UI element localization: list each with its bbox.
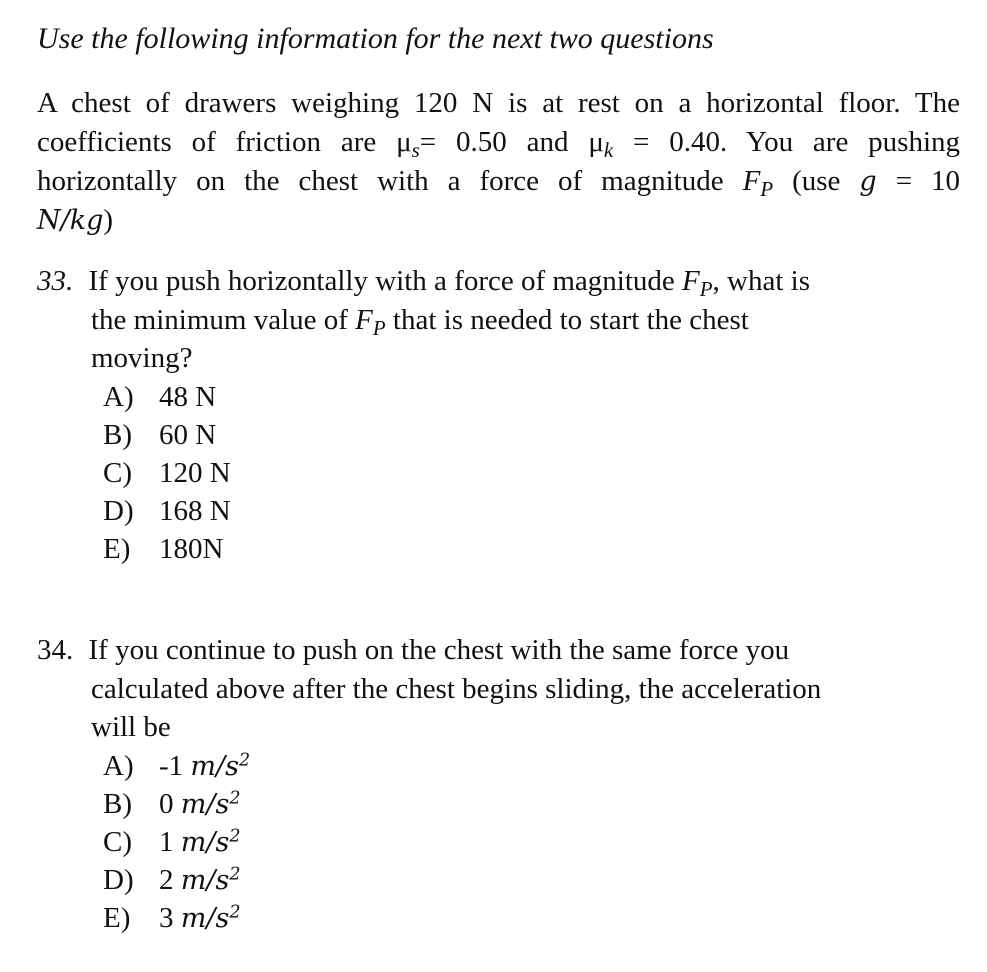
- q33-line-1: 33. If you push horizontally with a force of magnitude $F_P$, what is: [37, 265, 810, 301]
- q34-option-c: C) 1 $m/s^2$: [103, 826, 241, 858]
- q34-number: 34.: [37, 634, 74, 666]
- q33-line-2: the minimum value of $F_P$ that is needed to start the chest: [91, 304, 749, 340]
- instruction-heading: Use the following information for the next two questions: [37, 22, 714, 55]
- mu-s-symbol: $\mu_s$: [396, 126, 420, 162]
- g-symbol: g: [859, 166, 877, 197]
- q34-line-3: will be: [91, 711, 171, 743]
- q33-option-a: A) 48 N: [103, 381, 217, 413]
- q34-option-b: B) 0 $m/s^2$: [103, 788, 241, 820]
- unit-m-per-s2: $m/s^2$: [180, 864, 241, 896]
- unit-m-per-s2: $m/s^2$: [180, 788, 241, 820]
- force-symbol: $F_P$: [742, 165, 774, 201]
- intro-line-4: N/kg): [37, 204, 114, 236]
- unit-m-per-s2: $m/s^2$: [180, 826, 241, 858]
- mu-k-symbol: $\mu_k$: [588, 126, 614, 162]
- force-symbol: $F_P$: [355, 304, 386, 340]
- q33-option-b: B) 60 N: [103, 419, 217, 451]
- intro-line-1: A chest of drawers weighing 120 N is at rest on a horizontal floor. The: [37, 87, 960, 119]
- intro-line-2: coefficients of friction are $\mu_s= 0.50$ and $\mu_k = 0.40$. You are pushing: [37, 126, 961, 162]
- unit-m-per-s2: $m/s^2$: [190, 750, 251, 782]
- q34-line-2: calculated above after the chest begins sliding, the acceleration: [91, 673, 822, 705]
- q33-option-c: C) 120 N: [103, 457, 231, 489]
- q33-option-e: E) 180N: [103, 533, 224, 565]
- q34-option-d: D) 2 $m/s^2$: [103, 864, 241, 896]
- q33-line-3: moving?: [91, 342, 193, 374]
- q33-option-d: D) 168 N: [103, 495, 231, 527]
- force-symbol: $F_P$: [682, 265, 713, 301]
- q33-number: 33.: [37, 265, 74, 297]
- intro-line-3: horizontally on the chest with a force of magnitude $F_P$ (use g = 10: [37, 165, 961, 201]
- q34-line-1: 34. If you continue to push on the chest with the same force you: [37, 634, 790, 666]
- q34-option-e: E) 3 $m/s^2$: [103, 902, 241, 934]
- unit-m-per-s2: $m/s^2$: [180, 902, 241, 934]
- q34-option-a: A) -1 $m/s^2$: [103, 750, 251, 782]
